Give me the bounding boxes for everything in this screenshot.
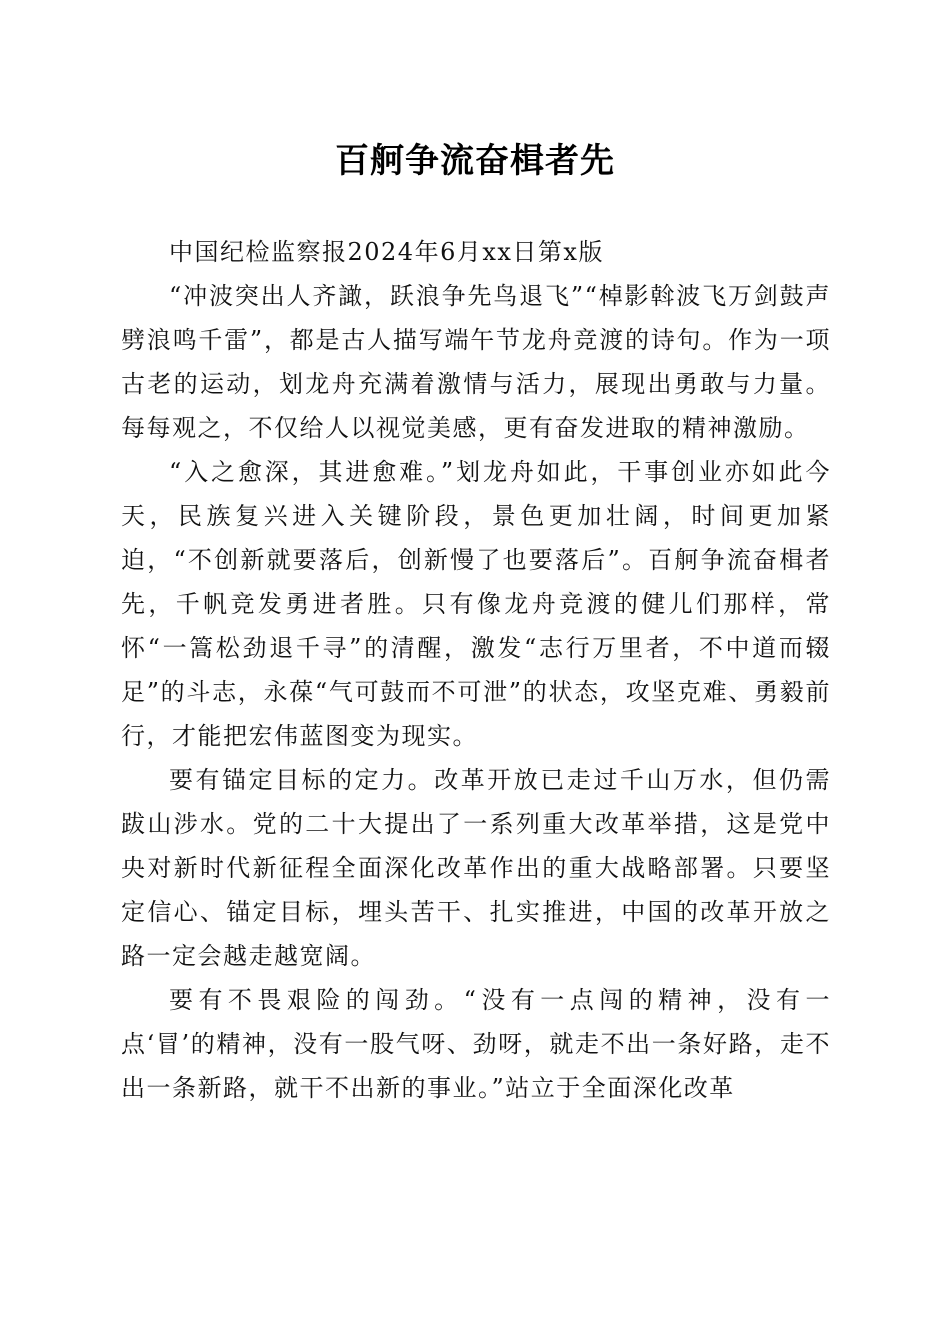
source-line: 中国纪检监察报2024年6月xx日第x版 bbox=[169, 238, 604, 266]
paragraph-1: “冲波突出人齐譀，跃浪争先鸟退飞”“棹影斡波飞万剑鼓声劈浪鸣千雷”，都是古人描写端午节龙舟竞渡的诗句。作为一项古老的运动，划龙舟充满着激情与活力，展现出勇敢与力量。每每观之，不仅给人以视觉美感，更有奋发进取的精神激励。 bbox=[121, 282, 831, 442]
paragraph-2: “入之愈深，其进愈难。”划龙舟如此，干事创业亦如此今天，民族复兴进入关键阶段，景色更加壮阔，时间更加紧迫，“不创新就要落后，创新慢了也要落后”。百舸争流奋楫者先，千帆竞发勇进者胜。只有像龙舟竞渡的健儿们那样，常怀“一篙松劲退千寻”的清醒，激发“志行万里者，不中道而辍足”的斗志，永葆“气可鼓而不可泄”的状态，攻坚克难、勇毅前行，才能把宏伟蓝图变为现实。 bbox=[121, 458, 831, 750]
paragraph-3: 要有锚定目标的定力。改革开放已走过千山万水，但仍需跋山涉水。党的二十大提出了一系列重大改革举措，这是党中央对新时代新征程全面深化改革作出的重大战略部署。只要坚定信心、锚定目标，埋头苦干、扎实推进，中国的改革开放之路一定会越走越宽阔。 bbox=[121, 766, 831, 970]
document-title: 百舸争流奋楫者先 bbox=[335, 141, 615, 181]
document-body bbox=[121, 230, 831, 1110]
paragraph-4: 要有不畏艰险的闯劲。“没有一点闯的精神，没有一点‘冒’的精神，没有一股气呀、劲呀，就走不出一条好路，走不出一条新路，就干不出新的事业。”站立于全面深化改革 bbox=[121, 986, 831, 1102]
